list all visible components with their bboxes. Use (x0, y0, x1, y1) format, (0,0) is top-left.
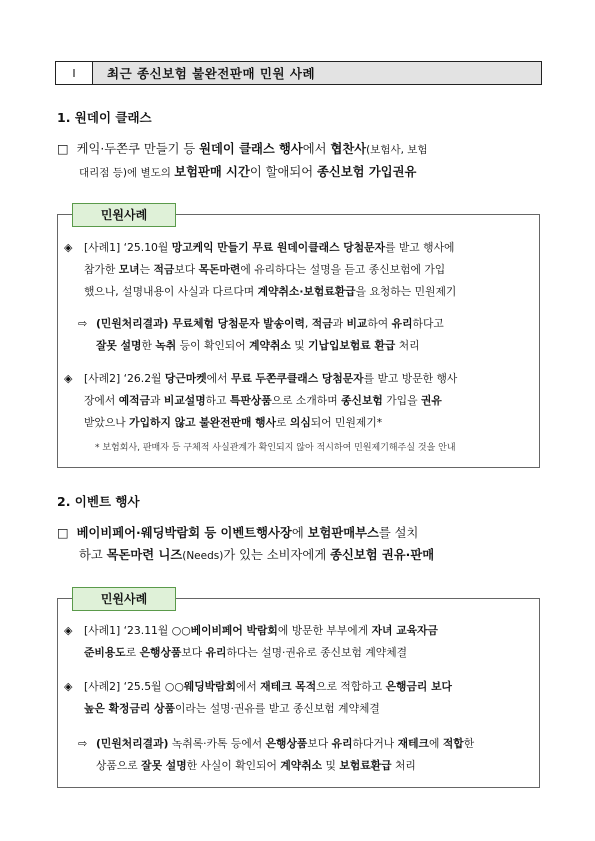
chapter-title: 최근 종신보험 불완전판매 민원 사례 (107, 66, 316, 81)
section1-heading: 1. 원데이 클래스 (57, 110, 152, 125)
section2-heading: 2. 이벤트 행사 (57, 494, 140, 509)
section2-paragraph: □ 베이비페어·웨딩박람회 등 이벤트행사장에 보험판매부스를 설치 하고 목돈마련 니즈(Needs)가 있는 소비자에게 종신보험 권유·판매 (57, 526, 435, 562)
section1-paragraph: □ 케익·두쫀쿠 만들기 등 원데이 클래스 행사에서 협찬사(보험사, 보험 대리점 등)에 별도의 보험판매 시간이 할애되어 종신보험 가입권유 (57, 142, 428, 179)
case-1-2: ◈ [사례2] ‘26.2월 당근마켓에서 무료 두쫀쿠클래스 당첨문자를 받고 방문한 행사 장에서 예적금과 비교설명하고 특판상품으로 소개하며 종신보험 가입을 권유 받았으나 가입하지 않고 불완전판매 행사로 의심되어 민원제기* (64, 368, 536, 434)
case-1-1: ◈ [사례1] ‘25.10월 망고케익 만들기 무료 원데이클래스 당첨문자를 받고 행사에 참가한 모녀는 적금보다 목돈마련에 유리하다는 설명을 듣고 종신보험에 가입 했으나, 설명내용이 사실과 다르다며 계약취소·보험료환급을 요청하는 민원제기 (64, 237, 536, 303)
case-tag-1: 민원사례 (72, 203, 176, 227)
result-2: ⇨ (민원처리결과) 녹취록·카톡 등에서 은행상품보다 유리하다거나 재테크에 적합한 상품으로 잘못 설명한 사실이 확인되어 계약취소 및 보험료환급 처리 (78, 733, 536, 777)
case-tag-2: 민원사례 (72, 587, 176, 611)
case-2-2: ◈ [사례2] ‘25.5월 ○○웨딩박람회에서 재테크 목적으로 적합하고 은행금리 보다 높은 확정금리 상품이라는 설명·권유를 받고 종신보험 계약체결 (64, 676, 536, 720)
chapter-header (55, 61, 542, 85)
bullet-square-icon: □ (57, 142, 69, 156)
footnote: * 보험회사, 판매자 등 구체적 사실관계가 확인되지 않아 적시하여 민원제기해주실 것을 안내 (95, 443, 456, 453)
result-1: ⇨ (민원처리결과) 무료체험 당첨문자 발송이력, 적금과 비교하여 유리하다고 잘못 설명한 녹취 등이 확인되어 계약취소 및 기납입보험료 환급 처리 (78, 313, 536, 357)
diamond-bullet-icon: ◈ (64, 680, 73, 693)
chapter-number: Ⅰ (56, 62, 93, 84)
arrow-right-icon: ⇨ (78, 317, 88, 330)
diamond-bullet-icon: ◈ (64, 241, 73, 254)
bullet-square-icon: □ (57, 526, 69, 540)
arrow-right-icon: ⇨ (78, 737, 88, 750)
diamond-bullet-icon: ◈ (64, 372, 73, 385)
diamond-bullet-icon: ◈ (64, 624, 73, 637)
case-2-1: ◈ [사례1] ‘23.11월 ○○베이비페어 박람회에 방문한 부부에게 자녀 교육자금 준비용도로 은행상품보다 유리하다는 설명·권유로 종신보험 계약체결 (64, 620, 536, 664)
